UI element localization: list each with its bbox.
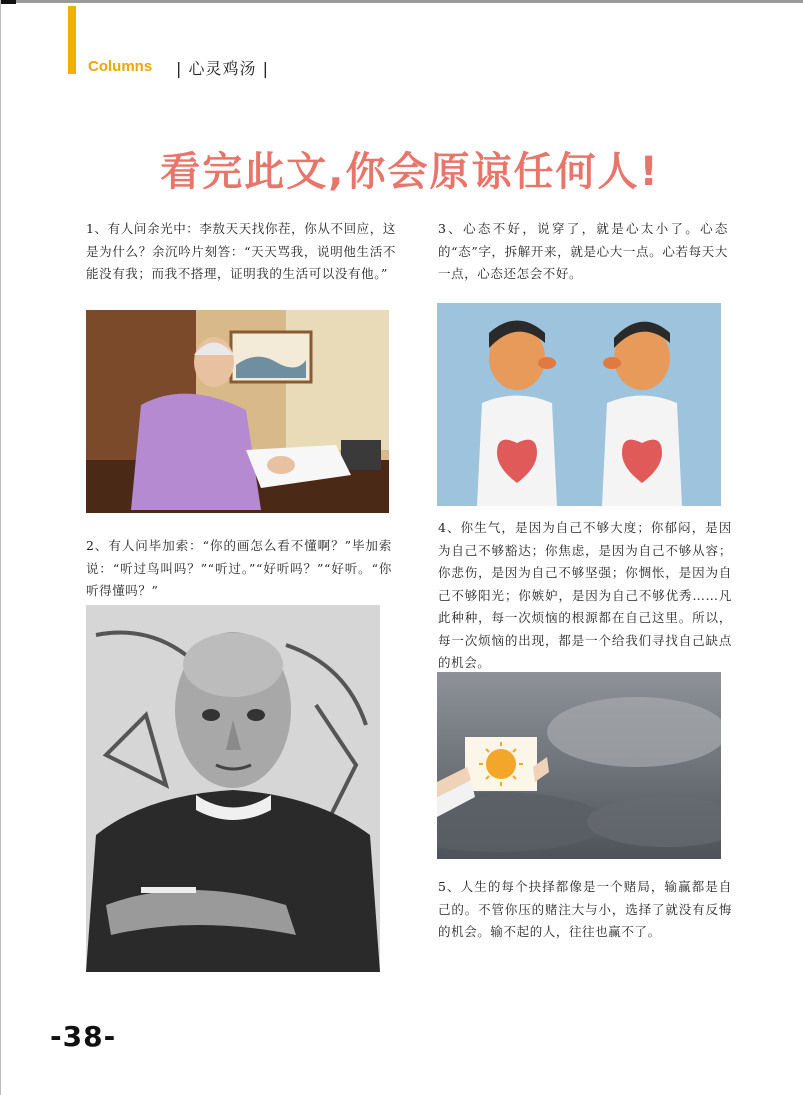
paragraph-1: 1、有人问余光中：李敖天天找你茬，你从不回应，这是为什么？余沉吟片刻答：“天天骂我，说明他生活不能没有我；而我不搭理，证明我的生活可以没有他。” (86, 221, 396, 281)
column-label: Columns (88, 58, 153, 75)
article-title: 看完此文,你会原谅任何人! (160, 149, 660, 195)
paragraph-5: 5、人生的每个抉择都像是一个赌局，输赢都是自己的。不管你压的赌注大与小，选择了就没有反悔的机会。输不起的人，往往也赢不了。 (438, 879, 732, 939)
photo-picasso (86, 605, 380, 972)
top-corner-mark (0, 0, 16, 4)
paragraph-4: 4、你生气，是因为自己不够大度；你郁闷，是因为自己不够豁达；你焦虑，是因为自己不够从容；你悲伤，是因为自己不够坚强；你惆怅，是因为自己不够阳光；你嫉妒，是因为自己不够优秀……凡此种种，每一次烦恼的根源都在自己这里。所以，每一次烦恼的出现，都是一个给我们寻找自己缺点的机会。 (438, 520, 732, 670)
page-number: -38- (50, 1020, 117, 1053)
photo-sun-drawing-clouds (437, 672, 721, 859)
illustration-two-hearts (437, 303, 721, 506)
paragraph-3: 3、心态不好，说穿了，就是心太小了。心态的“态”字，拆解开来，就是心大一点。心若每天大一点，心态还怎会不好。 (438, 221, 728, 281)
section-label: | 心灵鸡汤 | (176, 59, 269, 78)
page-edge (0, 0, 1, 1095)
photo-yu-guangzhong (86, 310, 389, 513)
paragraph-2: 2、有人问毕加索：“你的画怎么看不懂啊？”毕加索说：“听过鸟叫吗？”“听过。”“好听吗？”“好听。“你听得懂吗？” (86, 538, 392, 598)
top-rule (0, 0, 803, 3)
column-accent-bar (68, 6, 76, 74)
